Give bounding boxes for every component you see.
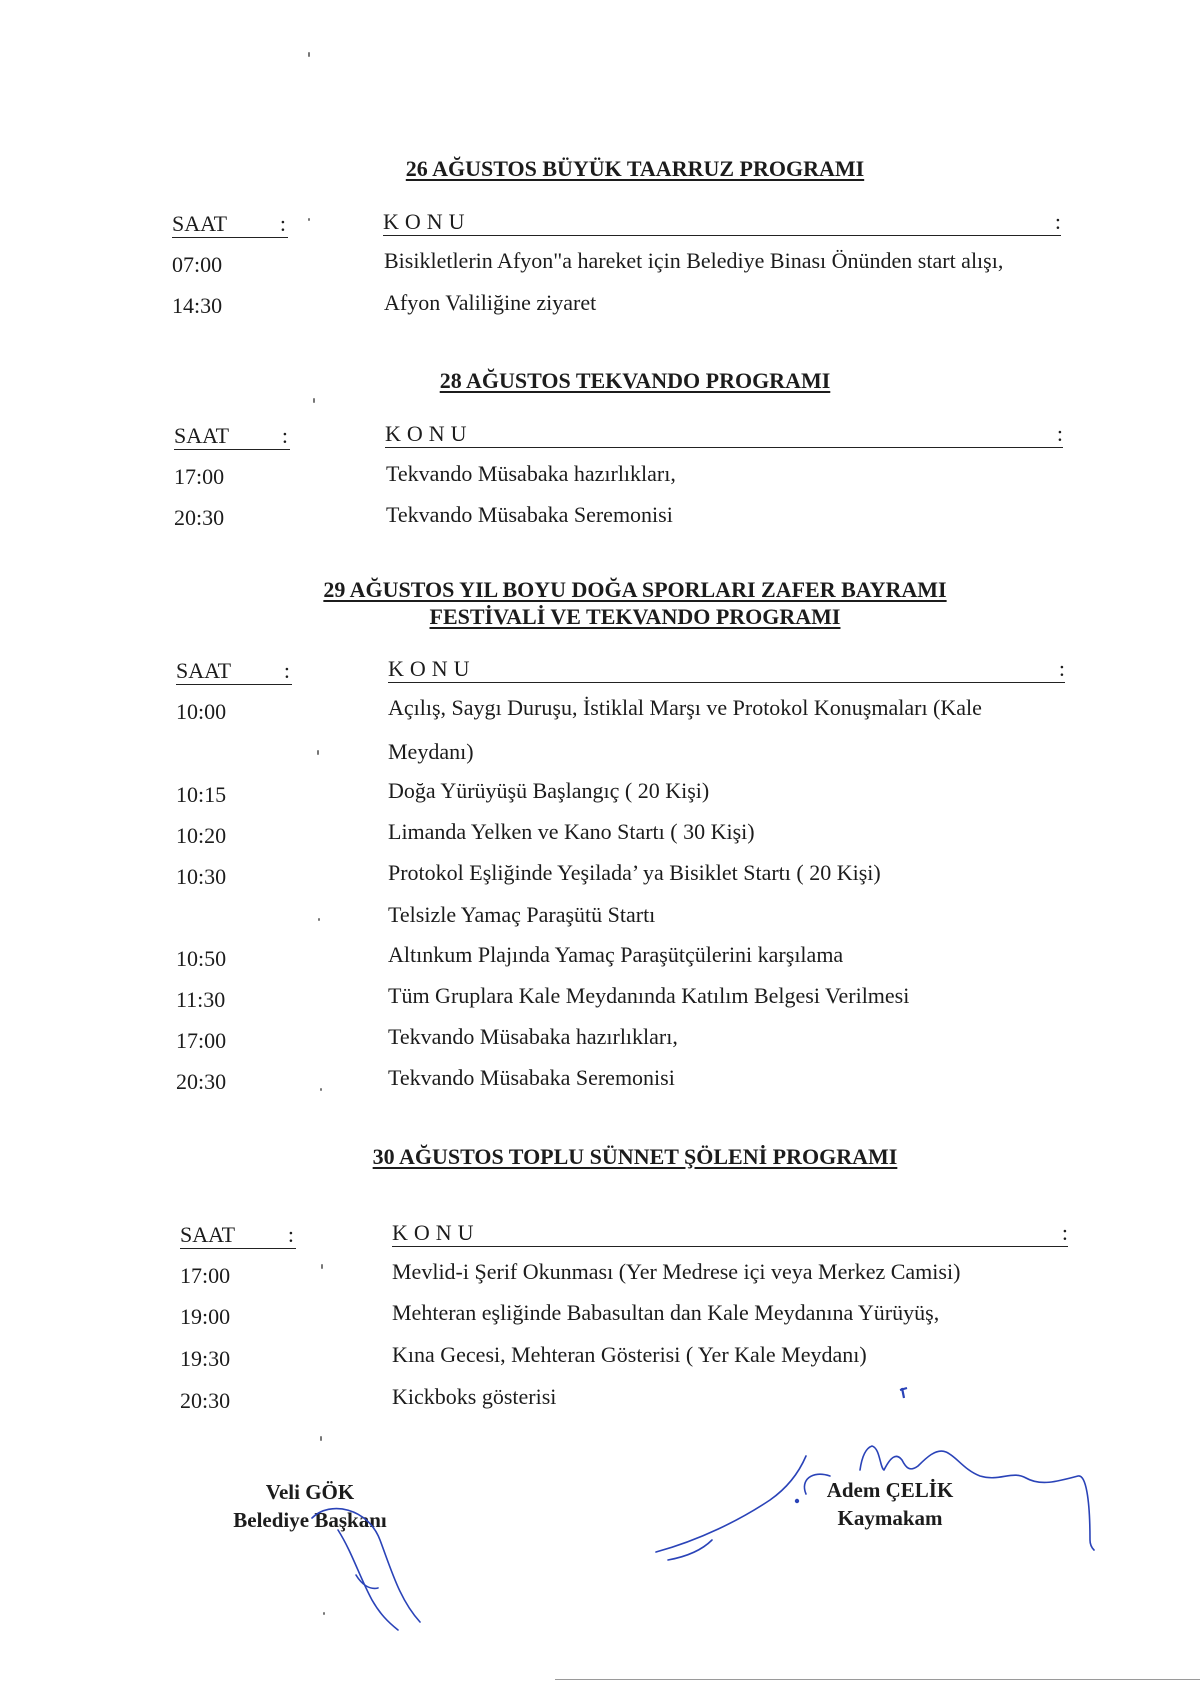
scan-edge-line [555, 1679, 1200, 1680]
row-time: 20:30 [174, 505, 225, 530]
row-text: Açılış, Saygı Duruşu, İstiklal Marşı ve Protokol Konuşmaları (Kale [388, 695, 982, 720]
mayor-signature-stroke [312, 1509, 420, 1622]
konu-header: KONU : [383, 209, 1061, 234]
section-title: 26 AĞUSTOS BÜYÜK TAARRUZ PROGRAMI [405, 156, 865, 181]
row-time: 17:00 [180, 1263, 231, 1288]
row-time: 07:00 [172, 252, 223, 277]
ink-mark [900, 1388, 907, 1398]
row-text: Mehteran eşliğinde Babasultan dan Kale Meydanına Yürüyüş, [392, 1300, 940, 1325]
row-text: Doğa Yürüyüşü Başlangıç ( 20 Kişi) [388, 778, 710, 803]
row-text: Tekvando Müsabaka hazırlıkları, [388, 1024, 678, 1049]
row-text: Tüm Gruplara Kale Meydanında Katılım Belgesi Verilmesi [388, 983, 910, 1008]
row-time: 10:00 [176, 699, 227, 724]
row-time: 17:00 [174, 464, 225, 489]
mayor-signature-stroke [356, 1575, 378, 1588]
row-time: 19:00 [180, 1304, 231, 1329]
row-text: Kickboks gösterisi [392, 1384, 557, 1409]
signatory-title: Belediye Başkanı [233, 1508, 387, 1532]
row-time: 11:30 [176, 987, 226, 1012]
governor-signature-stroke [668, 1540, 712, 1560]
row-time: 10:20 [176, 823, 227, 848]
row-text: Bisikletlerin Afyon"a hareket için Belediye Binası Önünden start alışı, [384, 248, 1004, 273]
section-title: 28 AĞUSTOS TEKVANDO PROGRAMI [439, 368, 831, 393]
row-text: Protokol Eşliğinde Yeşilada’ ya Bisiklet Startı ( 20 Kişi) [388, 860, 881, 885]
row-text: Altınkum Plajında Yamaç Paraşütçülerini karşılama [388, 942, 844, 967]
row-time: 10:15 [176, 782, 227, 807]
signatory-name: Adem ÇELİK [826, 1478, 954, 1502]
signature-dot [795, 1499, 799, 1503]
row-text: Tekvando Müsabaka Seremonisi [386, 502, 673, 527]
row-time: 20:30 [180, 1388, 231, 1413]
governor-signature-stroke [804, 1474, 830, 1494]
row-text: Mevlid-i Şerif Okunması (Yer Medrese içi veya Merkez Camisi) [392, 1259, 961, 1284]
row-time: 10:50 [176, 946, 227, 971]
signatory-title: Kaymakam [837, 1506, 943, 1530]
row-text: Kına Gecesi, Mehteran Gösterisi ( Yer Kale Meydanı) [392, 1342, 867, 1367]
row-time: 17:00 [176, 1028, 227, 1053]
row-text: Telsizle Yamaç Paraşütü Startı [388, 902, 656, 927]
row-time: 20:30 [176, 1069, 227, 1094]
mayor-signature-stroke [338, 1530, 398, 1630]
section-title: FESTİVALİ VE TEKVANDO PROGRAMI [429, 604, 841, 629]
signatory-name: Veli GÖK [265, 1480, 355, 1504]
governor-signature-stroke [656, 1456, 806, 1552]
konu-header: KONU : [388, 656, 1065, 681]
section-title: 30 AĞUSTOS TOPLU SÜNNET ŞÖLENİ PROGRAMI [372, 1144, 898, 1169]
saat-header: SAAT : [174, 423, 288, 448]
row-time: 14:30 [172, 293, 223, 318]
row-text: Afyon Valiliğine ziyaret [384, 290, 597, 315]
row-text: Tekvando Müsabaka Seremonisi [388, 1065, 675, 1090]
row-text: Tekvando Müsabaka hazırlıkları, [386, 461, 676, 486]
row-text: Limanda Yelken ve Kano Startı ( 30 Kişi) [388, 819, 755, 844]
saat-header: SAAT : [180, 1222, 294, 1247]
section-title: 29 AĞUSTOS YIL BOYU DOĞA SPORLARI ZAFER BAYRAMI [323, 577, 947, 602]
saat-header: SAAT : [172, 211, 286, 236]
governor-signature-stroke [860, 1446, 1094, 1550]
saat-header: SAAT : [176, 658, 290, 683]
row-time: 19:30 [180, 1346, 231, 1371]
konu-header: KONU : [385, 421, 1063, 446]
konu-header: KONU : [392, 1220, 1068, 1245]
row-text: Meydanı) [388, 739, 474, 764]
row-time: 10:30 [176, 864, 227, 889]
